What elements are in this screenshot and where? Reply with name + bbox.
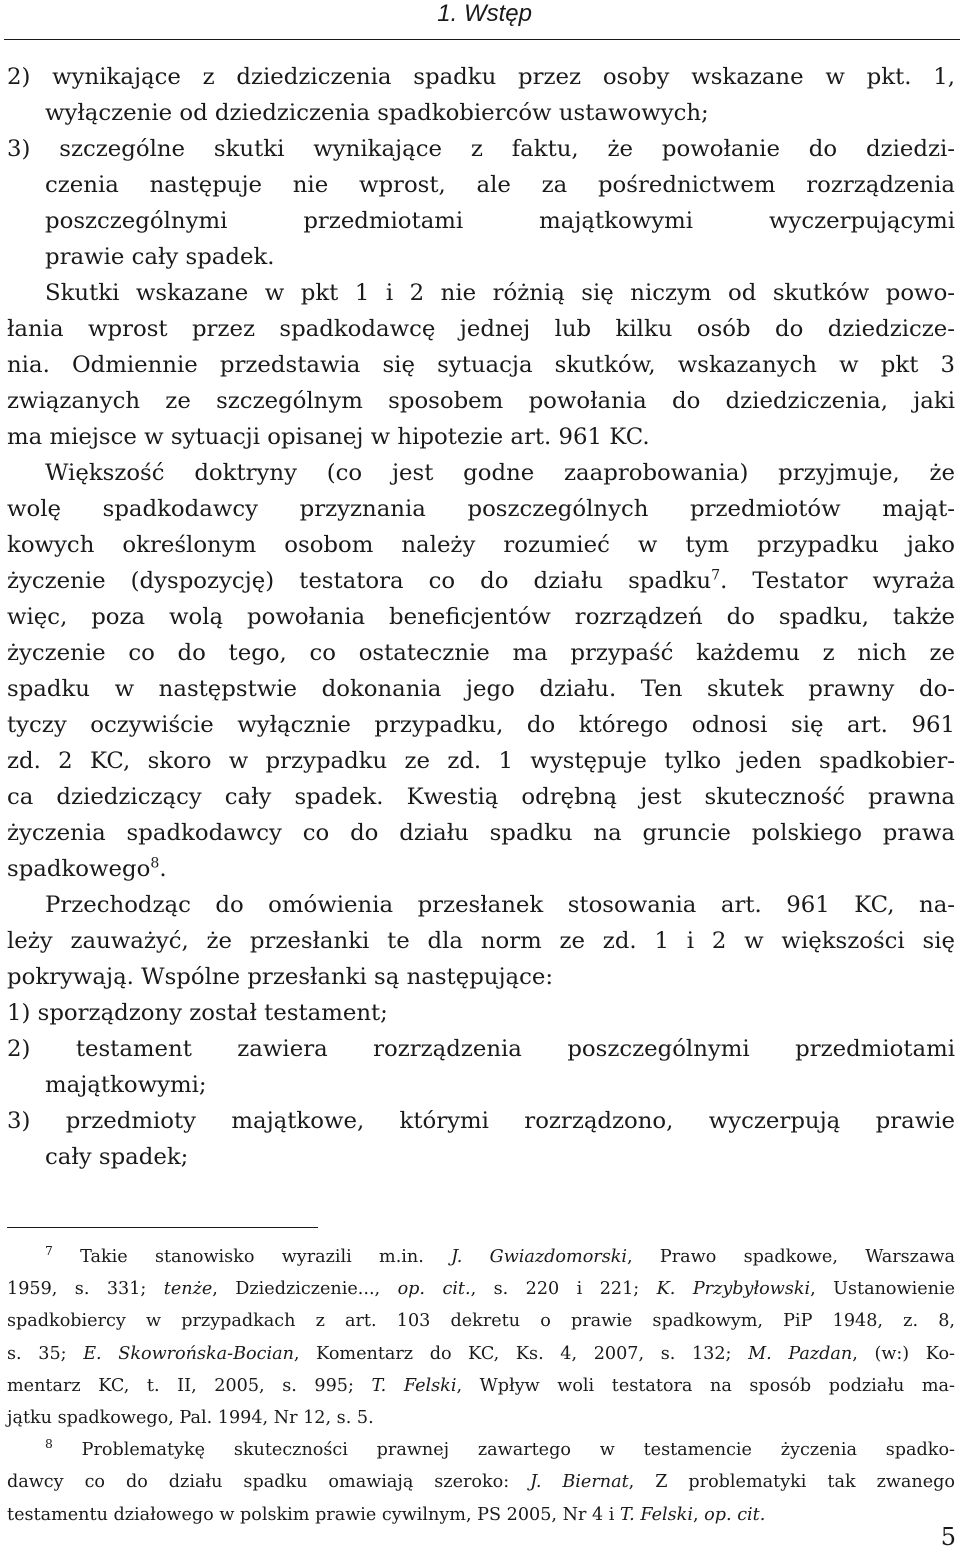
body-line: pokrywają. Wspólne przesłanki są następujące: <box>7 964 554 990</box>
body-line: kowych określonym osobom należy rozumieć w tym przypadku jako <box>7 532 955 558</box>
body-line: Skutki wskazane w pkt 1 i 2 nie różnią się niczym od skutków powo- <box>45 280 955 306</box>
body-line: Przechodząc do omówienia przesłanek stosowania art. 961 KC, na- <box>45 892 955 918</box>
footnote-line: jątku spadkowego, Pal. 1994, Nr 12, s. 5. <box>7 1407 374 1428</box>
footnote-reference[interactable]: 7 <box>711 567 721 584</box>
running-header <box>0 0 960 44</box>
body-line: spadku w następstwie dokonania jego działu. Ten skutek prawny do- <box>7 676 955 702</box>
body-line: zd. 2 KC, skoro w przypadku ze zd. 1 występuje tylko jeden spadkobier- <box>7 748 955 774</box>
footnote-line: $^8$ Problematykę skuteczności prawnej zawartego w testamencie życzenia spadko- <box>45 1437 955 1461</box>
body-line: tyczy oczywiście wyłącznie przypadku, do którego odnosi się art. 961 <box>7 712 955 738</box>
body-line: łania wprost przez spadkodawcę jednej lub kilku osób do dziedzicze- <box>7 316 955 342</box>
footnote-line: mentarz KC, t. II, 2005, s. 995; T. Felski, Wpływ woli testatora na sposób podziału ma- <box>7 1375 955 1396</box>
footnote-line: $^7$ Takie stanowisko wyrazili m.in. J. Gwiazdomorski, Prawo spadkowe, Warszawa <box>45 1244 955 1267</box>
body-line: związanych ze szczególnym sposobem powołania do dziedziczenia, jaki <box>7 388 955 414</box>
body-line: życzenia spadkodawcy co do działu spadku na gruncie polskiego prawa <box>7 820 955 846</box>
body-line: czenia następuje nie wprost, ale za pośrednictwem rozrządzenia <box>45 172 955 198</box>
body-line: więc, poza wolą powołania beneficjentów rozrządzeń do spadku, także <box>7 604 955 630</box>
body-line: ca dziedziczący cały spadek. Kwestią odrębną jest skuteczność prawna <box>7 784 955 810</box>
body-line: Większość doktryny (co jest godne zaaprobowania) przyjmuje, że <box>45 460 955 486</box>
page-number: 5 <box>940 1523 956 1551</box>
footnote-line: dawcy co do działu spadku omawiają szeroko: J. Biernat, Z problematyki tak zwanego <box>7 1472 955 1493</box>
body-line: wyłączenie od dziedziczenia spadkobierców ustawowych; <box>45 100 709 126</box>
body-line: ma miejsce w sytuacji opisanej w hipotezie art. 961 KC. <box>7 424 650 450</box>
footnote-separator <box>7 1227 318 1228</box>
chapter-title: 1. Wstęp <box>437 0 532 27</box>
footnote-line: s. 35; E. Skowrońska-Bocian, Komentarz do KC, Ks. 4, 2007, s. 132; M. Pazdan, (w:) Ko- <box>7 1343 956 1364</box>
footnote-line: 1959, s. 331; tenże, Dziedziczenie..., op. cit., s. 220 i 221; K. Przybyłowski, Ustanowienie <box>7 1279 955 1300</box>
body-line: życzenie (dyspozycję) testatora co do działu spadku$^7$. Testator wyraża <box>7 567 955 594</box>
body-line: majątkowymi; <box>45 1072 207 1098</box>
body-line: poszczególnymi przedmiotami majątkowymi wyczerpującymi <box>45 208 955 234</box>
footnote-reference[interactable]: 8 <box>150 855 160 872</box>
body-text <box>7 59 955 1175</box>
footnotes <box>7 1241 955 1531</box>
body-line: 2) wynikające z dziedziczenia spadku przez osoby wskazane w pkt. 1, <box>7 64 955 90</box>
header-rule <box>4 39 960 40</box>
body-line: leży zauważyć, że przesłanki te dla norm ze zd. 1 i 2 w większości się <box>7 928 955 954</box>
footnote-line: spadkobiercy w przypadkach z art. 103 dekretu o prawie spadkowym, PiP 1948, z. 8, <box>7 1311 955 1332</box>
body-line: spadkowego$^8$. <box>7 855 167 882</box>
body-line: 1) sporządzony został testament; <box>7 1000 388 1026</box>
body-line: nia. Odmiennie przedstawia się sytuacja skutków, wskazanych w pkt 3 <box>7 352 955 378</box>
body-line: wolę spadkodawcy przyznania poszczególnych przedmiotów mająt- <box>7 496 955 522</box>
body-line: życzenie co do tego, co ostatecznie ma przypaść każdemu z nich ze <box>7 640 955 666</box>
body-line: cały spadek; <box>45 1144 189 1170</box>
body-line: 3) szczególne skutki wynikające z faktu, że powołanie do dziedzi- <box>7 136 955 162</box>
body-line: 2) testament zawiera rozrządzenia poszczególnymi przedmiotami <box>7 1036 955 1062</box>
body-line: 3) przedmioty majątkowe, którymi rozrządzono, wyczerpują prawie <box>7 1108 955 1134</box>
body-line: prawie cały spadek. <box>45 244 275 270</box>
footnote-line: testamentu działowego w polskim prawie cywilnym, PS 2005, Nr 4 i T. Felski, op. cit. <box>7 1504 766 1525</box>
